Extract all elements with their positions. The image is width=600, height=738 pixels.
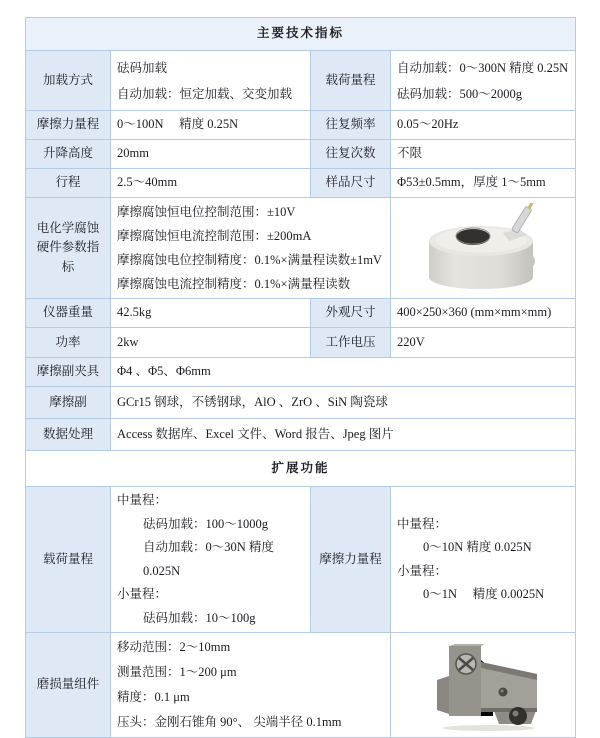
value-line: 摩擦腐蚀恒电位控制范围：±10V (117, 205, 296, 219)
value-ext-friction-range (391, 487, 576, 633)
label-sample-size: 样品尺寸 (311, 169, 391, 198)
value-line: 中量程： (397, 516, 448, 531)
value-line: 砝码加载 (117, 60, 168, 75)
value-line: 自动加载：恒定加载、交变加载 (117, 86, 293, 101)
value-lift-height: 20mm (111, 140, 311, 169)
value-line: 摩擦腐蚀电位控制精度：0.1%×满量程读数±1mV (117, 253, 382, 267)
label-electrochemical: 电化学腐蚀硬件参数指标 (26, 198, 111, 299)
value-power: 2kw (111, 328, 311, 358)
value-electrochemical (111, 198, 391, 299)
value-line: 砝码加载：100～1000g (143, 516, 269, 531)
label-lift-height: 升降高度 (26, 140, 111, 169)
value-line: 中量程： (117, 493, 168, 507)
value-wear-component (111, 633, 391, 738)
electrochemical-cell-photo-cell (391, 198, 576, 299)
value-instrument-weight: 42.5kg (111, 299, 311, 328)
label-load-capacity: 载荷量程 (311, 51, 391, 111)
label-reciprocating-frequency: 往复频率 (311, 111, 391, 140)
extension-title: 扩展功能 (26, 451, 576, 487)
value-load-capacity (391, 51, 576, 111)
value-data-processing: Access 数据库、Excel 文件、Word 报告、Jpeg 图片 (111, 419, 576, 451)
value-dimensions: 400×250×360 (mm×mm×mm) (391, 299, 576, 328)
wear-component-photo (397, 635, 569, 735)
label-instrument-weight: 仪器重量 (26, 299, 111, 328)
value-load-mode (111, 51, 311, 111)
value-friction-range: 0～100N 精度 0.25N (111, 111, 311, 140)
value-line: 测量范围：1～200 μm (117, 665, 237, 679)
label-wear-component: 磨损量组件 (26, 633, 111, 738)
label-ext-friction-range: 摩擦力量程 (311, 487, 391, 633)
wear-component-photo-cell (391, 633, 576, 738)
label-stroke: 行程 (26, 169, 111, 198)
value-line: 0～1N 精度 0.0025N (423, 587, 545, 601)
value-line: 压头：金刚石锥角 90°、 尖端半径 0.1mm (117, 715, 342, 729)
value-line: 自动加载：0～30N 精度 0.025N (143, 540, 274, 578)
value-cycle-count: 不限 (391, 140, 576, 169)
value-line: 摩擦腐蚀电流控制精度：0.1%×满量程读数 (117, 277, 351, 291)
value-line: 自动加载：0～300N 精度 0.25N (397, 60, 569, 75)
value-line: 0～10N 精度 0.025N (423, 540, 532, 554)
label-power: 功率 (26, 328, 111, 358)
value-stroke: 2.5～40mm (111, 169, 311, 198)
electrochemical-cell-photo (397, 200, 569, 296)
main-title: 主要技术指标 (26, 18, 576, 51)
value-friction-pair: GCr15 钢球，不锈钢球，AlO 、ZrO 、SiN 陶瓷球 (111, 387, 576, 419)
value-friction-fixture: Φ4 、Φ5、Φ6mm (111, 358, 576, 387)
value-line: 摩擦腐蚀恒电流控制范围：±200mA (117, 229, 312, 243)
value-line: 精度：0.1 μm (117, 690, 190, 704)
value-line: 砝码加载：10～100g (143, 610, 256, 625)
value-sample-size: Φ53±0.5mm，厚度 1～5mm (391, 169, 576, 198)
label-cycle-count: 往复次数 (311, 140, 391, 169)
label-friction-range: 摩擦力量程 (26, 111, 111, 140)
label-data-processing: 数据处理 (26, 419, 111, 451)
spec-table (25, 17, 576, 738)
value-working-voltage: 220V (391, 328, 576, 358)
label-load-mode: 加载方式 (26, 51, 111, 111)
label-working-voltage: 工作电压 (311, 328, 391, 358)
value-ext-load-range (111, 487, 311, 633)
label-ext-load-range: 载荷量程 (26, 487, 111, 633)
label-dimensions: 外观尺寸 (311, 299, 391, 328)
value-line: 小量程： (117, 587, 168, 601)
value-line: 小量程： (397, 563, 448, 578)
value-reciprocating-frequency: 0.05～20Hz (391, 111, 576, 140)
label-friction-fixture: 摩擦副夹具 (26, 358, 111, 387)
label-friction-pair: 摩擦副 (26, 387, 111, 419)
value-line: 砝码加载：500～2000g (397, 86, 523, 101)
value-line: 移动范围：2～10mm (117, 640, 231, 654)
